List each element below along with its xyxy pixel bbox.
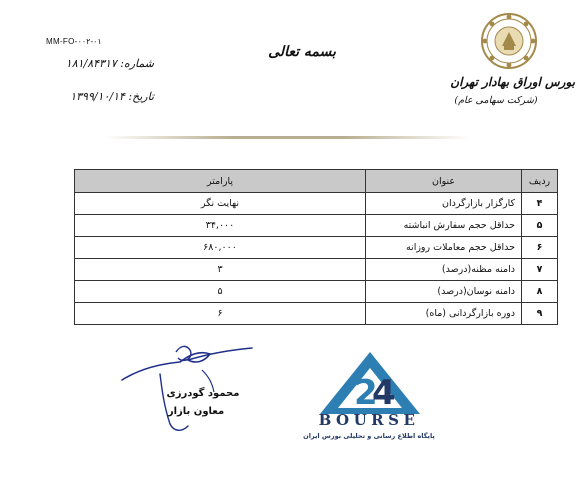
parameters-table bbox=[74, 169, 558, 325]
table-row bbox=[75, 215, 558, 237]
basmala-heading: بسمه تعالی bbox=[268, 44, 336, 60]
signer-name: محمود گودرزی bbox=[166, 388, 240, 399]
row-value: ۳ bbox=[75, 259, 366, 281]
column-header-index: ردیف bbox=[522, 170, 558, 193]
table-row bbox=[75, 237, 558, 259]
bourse-tagline: پایگاه اطلاع رسانی و تحلیلی بورس ایران bbox=[303, 432, 435, 440]
row-index: ۸ bbox=[522, 281, 558, 303]
row-value: ۳۴,۰۰۰ bbox=[75, 215, 366, 237]
tse-emblem-icon bbox=[480, 12, 538, 70]
row-value: ۵ bbox=[75, 281, 366, 303]
bourse-wordmark: BOURSE bbox=[318, 411, 420, 429]
row-index: ۴ bbox=[522, 193, 558, 215]
row-index: ۷ bbox=[522, 259, 558, 281]
column-header-value: پارامتر bbox=[75, 170, 366, 193]
form-code: MM-FO-۰۰۲-۰۱ bbox=[46, 37, 102, 46]
column-header-title: عنوان bbox=[366, 170, 522, 193]
table-row bbox=[75, 303, 558, 325]
row-title: کارگزار بازارگردان bbox=[366, 193, 522, 215]
letter-date: تاریخ: ۱۳۹۹/۱۰/۱۴ bbox=[70, 90, 154, 103]
row-title: دامنه نوسان(درصد) bbox=[366, 281, 522, 303]
row-title: حداقل حجم معاملات روزانه bbox=[366, 237, 522, 259]
row-index: ۹ bbox=[522, 303, 558, 325]
svg-text:2: 2 bbox=[354, 373, 378, 413]
table-row bbox=[75, 193, 558, 215]
org-subtitle: (شرکت سهامی عام) bbox=[454, 95, 538, 106]
svg-text:4: 4 bbox=[372, 373, 396, 413]
table-row bbox=[75, 259, 558, 281]
table-header-row bbox=[75, 170, 558, 193]
row-value: ۶ bbox=[75, 303, 366, 325]
header-divider bbox=[105, 136, 470, 139]
table-row bbox=[75, 281, 558, 303]
signer-title: معاون بازار bbox=[167, 406, 225, 417]
row-index: ۵ bbox=[522, 215, 558, 237]
row-value: نهایت نگر bbox=[75, 193, 366, 215]
row-value: ۶۸۰,۰۰۰ bbox=[75, 237, 366, 259]
row-title: حداقل حجم سفارش انباشته bbox=[366, 215, 522, 237]
org-name: بورس اوراق بهادار تهران bbox=[450, 75, 575, 89]
row-index: ۶ bbox=[522, 237, 558, 259]
row-title: دوره بازارگردانی (ماه) bbox=[366, 303, 522, 325]
row-title: دامنه مظنه(درصد) bbox=[366, 259, 522, 281]
bourse-24-logo-icon bbox=[318, 350, 422, 416]
letter-number: شماره: ۱۸۱/۸۴۳۱۷ bbox=[65, 57, 154, 70]
